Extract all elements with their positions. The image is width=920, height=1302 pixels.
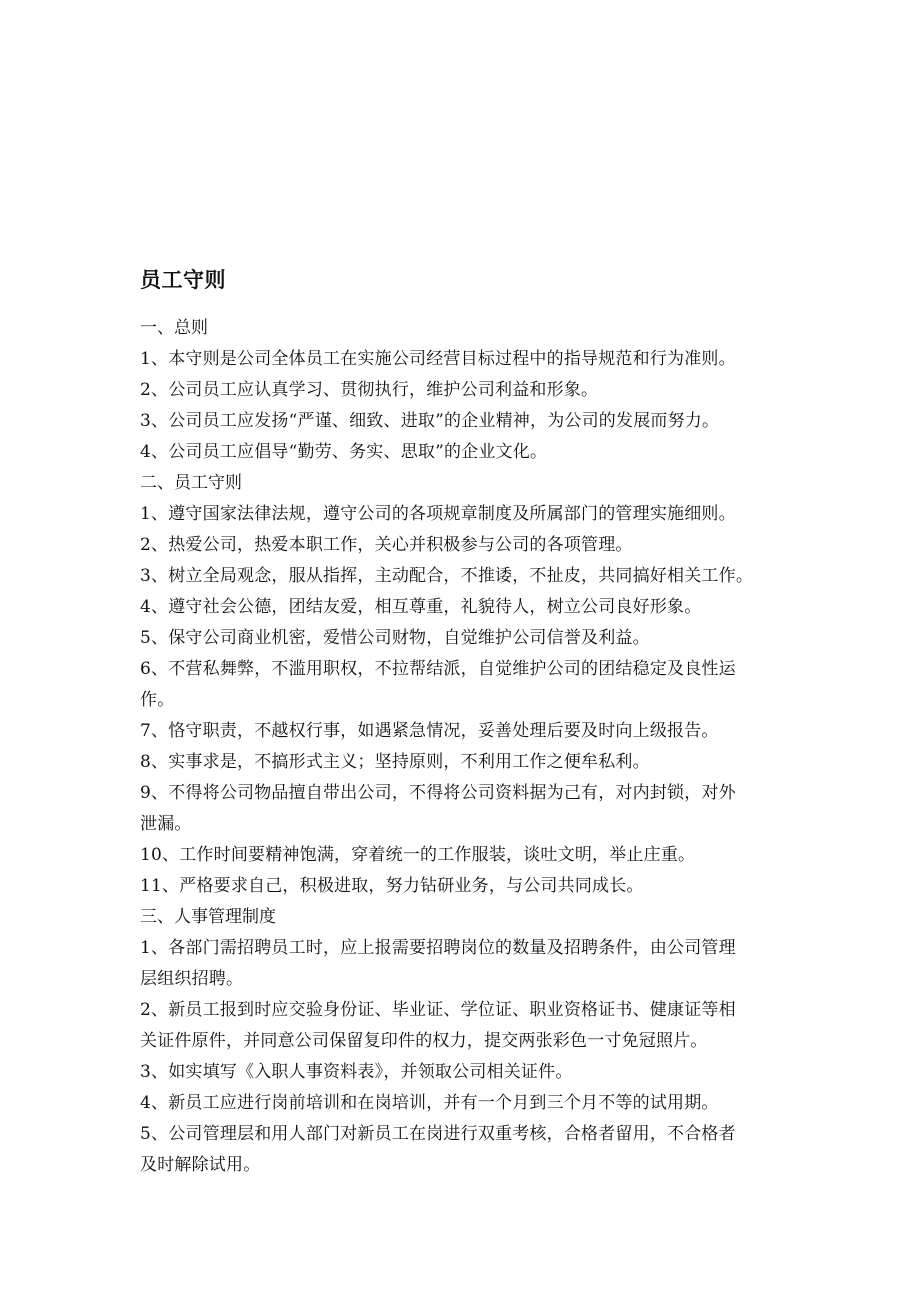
clause-line: 及时解除试用。 xyxy=(140,1155,261,1175)
clause-line: 11、严格要求自己，积极进取，努力钻研业务，与公司共同成长。 xyxy=(140,876,644,896)
clause-line: 2、公司员工应认真学习、贯彻执行，维护公司利益和形象。 xyxy=(140,380,599,400)
clause-line: 泄漏。 xyxy=(140,814,192,834)
clause-line: 2、热爱公司，热爱本职工作，关心并积极参与公司的各项管理。 xyxy=(140,535,633,555)
clause-line: 作。 xyxy=(140,690,175,710)
clause-line: 7、恪守职责，不越权行事，如遇紧急情况，妥善处理后要及时向上级报告。 xyxy=(140,721,719,741)
clause-line: 4、遵守社会公德，团结友爱，相互尊重，礼貌待人，树立公司良好形象。 xyxy=(140,597,702,617)
clause-line: 3、如实填写《入职人事资料表》，并领取公司相关证件。 xyxy=(140,1062,573,1082)
document-title: 员工守则 xyxy=(140,268,226,292)
clause-line: 8、实事求是，不搞形式主义；坚持原则，不利用工作之便牟私利。 xyxy=(140,752,650,772)
clause-line: 1、各部门需招聘员工时，应上报需要招聘岗位的数量及招聘条件，由公司管理 xyxy=(140,938,736,958)
clause-line: 6、不营私舞弊，不滥用职权，不拉帮结派，自觉维护公司的团结稳定及良性运 xyxy=(140,659,736,679)
clause-line: 5、公司管理层和用人部门对新员工在岗进行双重考核，合格者留用，不合格者 xyxy=(140,1124,736,1144)
section-heading: 一、总则 xyxy=(140,318,208,338)
section-hr-policy xyxy=(140,902,785,1181)
document-page xyxy=(140,263,785,1181)
clause-line: 5、保守公司商业机密，爱惜公司财物，自觉维护公司信誉及利益。 xyxy=(140,628,650,648)
clause-line: 关证件原件，并同意公司保留复印件的权力，提交两张彩色一寸免冠照片。 xyxy=(140,1031,708,1051)
clause-line: 3、树立全局观念，服从指挥，主动配合，不推诿，不扯皮，共同搞好相关工作。 xyxy=(140,566,754,586)
clause-line: 9、不得将公司物品擅自带出公司，不得将公司资料据为己有，对内封锁，对外 xyxy=(140,783,736,803)
clause-line: 3、公司员工应发扬“严谨、细致、进取”的企业精神，为公司的发展而努力。 xyxy=(140,411,720,431)
clause-line: 层组织招聘。 xyxy=(140,969,244,989)
clause-line: 10、工作时间要精神饱满，穿着统一的工作服装，谈吐文明，举止庄重。 xyxy=(140,845,696,865)
section-general xyxy=(140,313,785,468)
section-heading: 二、员工守则 xyxy=(140,473,242,493)
section-heading: 三、人事管理制度 xyxy=(140,907,276,927)
clause-line: 1、本守则是公司全体员工在实施公司经营目标过程中的指导规范和行为准则。 xyxy=(140,349,736,369)
clause-line: 4、新员工应进行岗前培训和在岗培训，并有一个月到三个月不等的试用期。 xyxy=(140,1093,719,1113)
section-employee-rules xyxy=(140,468,785,902)
clause-line: 1、遵守国家法律法规，遵守公司的各项规章制度及所属部门的管理实施细则。 xyxy=(140,504,736,524)
clause-line: 4、公司员工应倡导“勤劳、务实、思取”的企业文化。 xyxy=(140,442,548,462)
clause-line: 2、新员工报到时应交验身份证、毕业证、学位证、职业资格证书、健康证等相 xyxy=(140,1000,736,1020)
